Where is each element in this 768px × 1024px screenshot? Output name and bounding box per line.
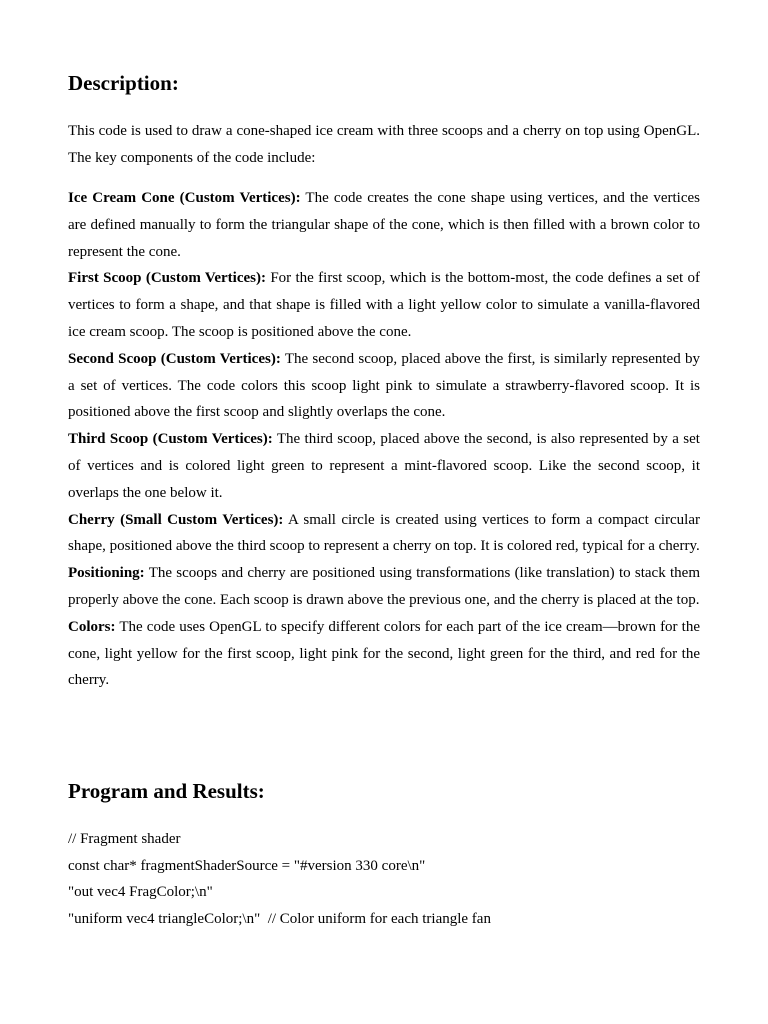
program-heading: Program and Results: [68,779,265,803]
code-line: // Fragment shader [68,831,181,847]
component-item-cherry [68,507,700,561]
description-heading: Description: [68,71,179,95]
component-text: The code creates the cone shape using vertices, and the vertices are defined manually to form the triangular shape of the cone, which is then filled with a brown color to represent the cone. [68,190,700,260]
description-intro: This code is used to draw a cone-shaped ice cream with three scoops and a cherry on top using OpenGL. The key components of the code include: [68,123,700,166]
component-item-third-scoop [68,426,700,506]
component-label: Colors: [68,618,116,635]
component-label: Cherry (Small Custom Vertices): [68,511,284,528]
code-line: "out vec4 FragColor;\n" [68,884,213,900]
component-text: The third scoop, placed above the second, is also represented by a set of vertices and is colored light green to represent a mint-flavored scoop. Like the second scoop, it overlaps the one below it. [68,431,700,501]
component-text: The second scoop, placed above the first, is similarly represented by a set of vertices. The code colors this scoop light pink to simulate a strawberry-flavored scoop. It is positioned above the first scoop and slightly overlaps the cone. [68,350,700,421]
component-item-colors [68,614,700,694]
component-text: For the first scoop, which is the bottom-most, the code defines a set of vertices to form a shape, and that shape is filled with a light yellow color to simulate a vanilla-flavored ice cream scoop. The scoop is positioned above the cone. [68,270,701,340]
code-listing [68,826,700,932]
component-text: The code uses OpenGL to specify different colors for each part of the ice cream—brown for the cone, light yellow for the first scoop, light pink for the second, light green for the third, and red for the cherry. [68,618,700,689]
component-label: Third Scoop (Custom Vertices): [68,431,273,448]
component-label: Positioning: [68,565,145,582]
component-item-second-scoop [68,346,700,426]
component-item-positioning [68,560,700,614]
code-line: const char* fragmentShaderSource = "#version 330 core\n" [68,857,426,874]
component-list [68,185,700,694]
component-text: A small circle is created using vertices to form a compact circular shape, positioned above the third scoop to represent a cherry on top. It is colored red, typical for a cherry. [68,511,701,555]
component-item-cone [68,185,700,265]
component-label: First Scoop (Custom Vertices): [68,270,266,287]
component-item-first-scoop [68,265,700,345]
component-text: The scoops and cherry are positioned using transformations (like translation) to stack them properly above the cone. Each scoop is drawn above the previous one, and the cherry is placed at the top. [68,565,700,608]
code-line: "uniform vec4 triangleColor;\n" // Color uniform for each triangle fan [68,910,491,927]
component-label: Second Scoop (Custom Vertices): [68,350,281,367]
component-label: Ice Cream Cone (Custom Vertices): [68,190,301,206]
